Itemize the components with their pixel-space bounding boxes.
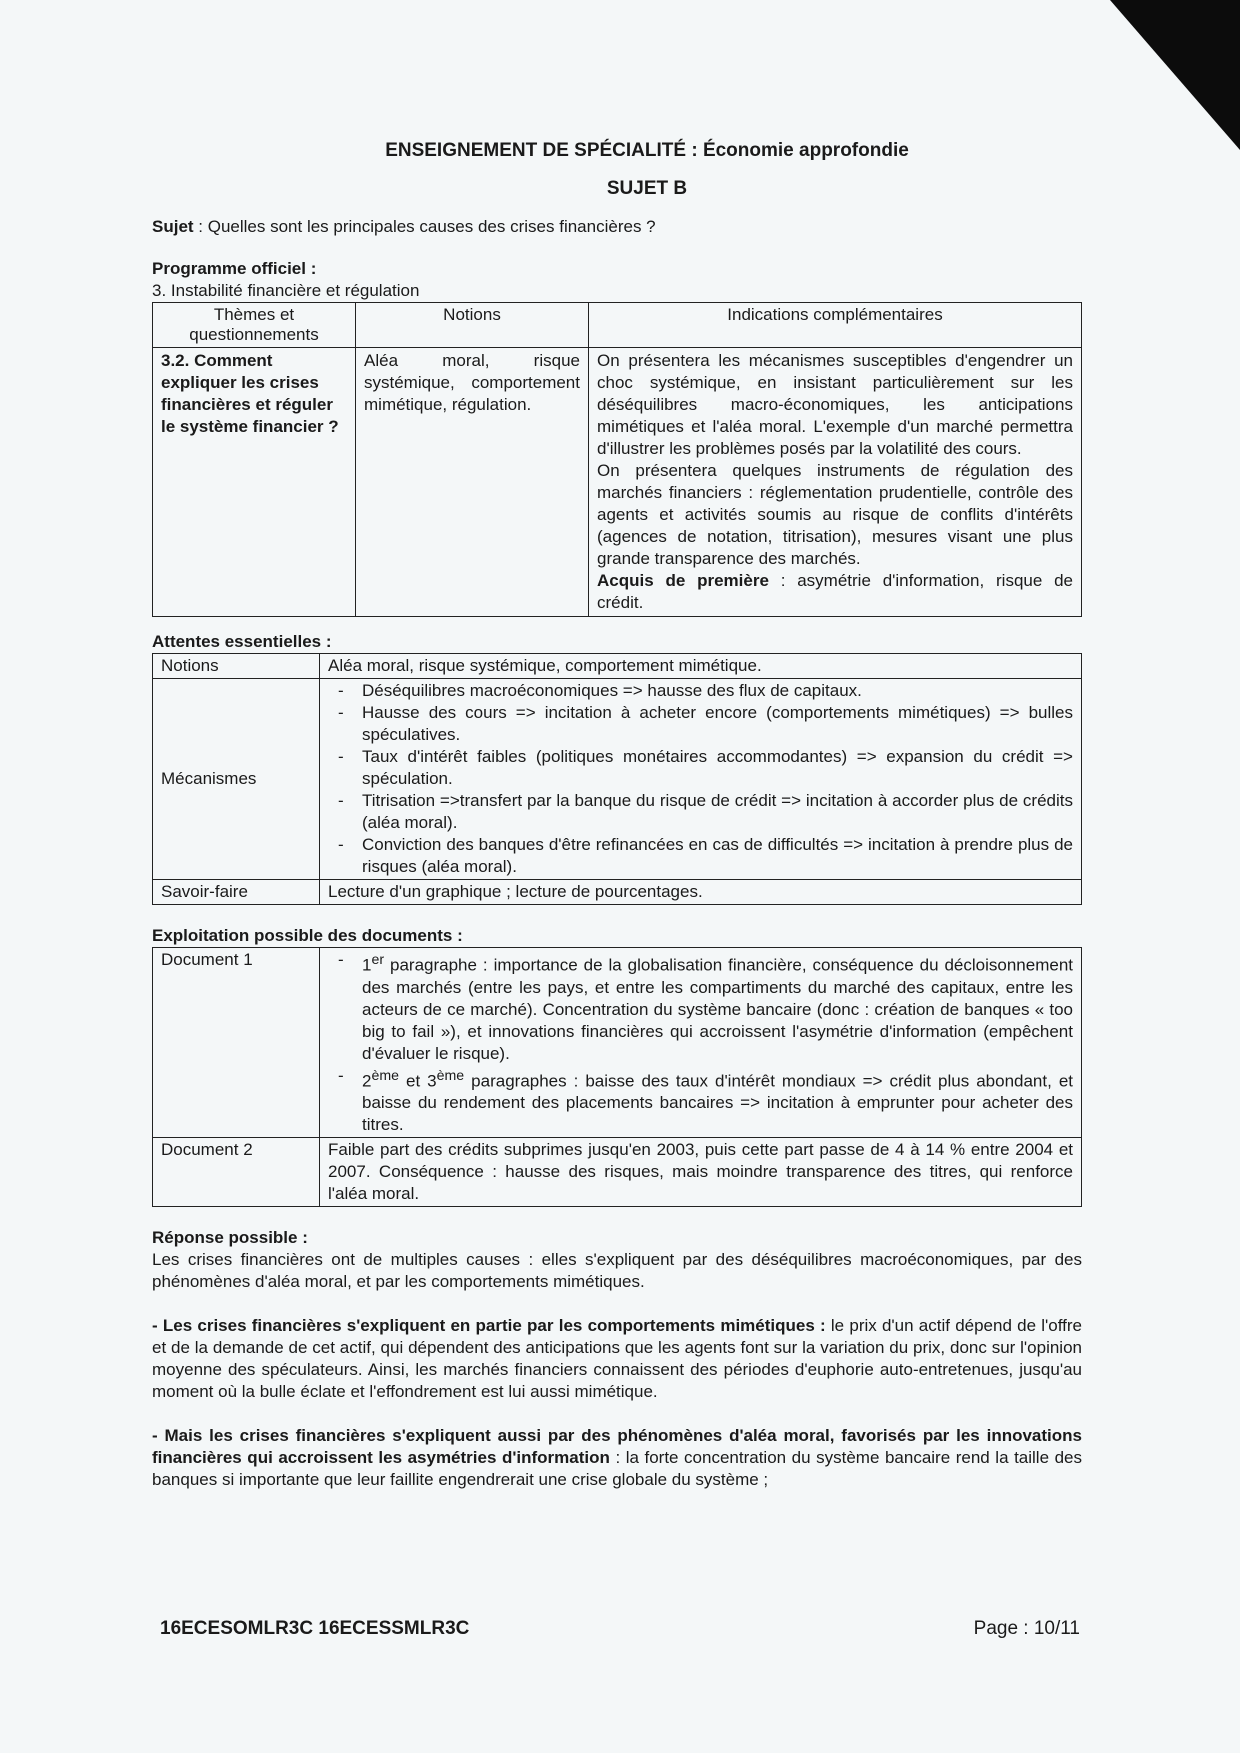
reponse-paragraph-1-text: le prix d'un actif dépend de l'offre et de la demande de cet actif, qui dépendent des anticipations que les agents font sur la variation du prix, donc sur l'opinion moyenne des spéculateurs. Ainsi, les marchés financiers connaissent des périodes d'euphorie auto-entretenues, jusqu'au moment où la bulle éclate et l'effondrement est lui aussi mimétique. bbox=[152, 1316, 1083, 1402]
subject-line bbox=[152, 216, 1082, 238]
attentes-savoir-label: Savoir-faire bbox=[153, 880, 320, 905]
indications-paragraph-1: On présentera les mécanismes susceptibles d'engendrer un choc systémique, en insistant particulièrement sur les déséquilibres macro-économiques, les anticipations mimétiques et l'aléa moral. L'exemple d'un marché permettra d'illustrer les problèmes posés par la volatilité des cours. bbox=[597, 351, 1073, 458]
document-1-row bbox=[153, 948, 1082, 1138]
document-1-list bbox=[328, 949, 1073, 1136]
page-subtitle: SUJET B bbox=[606, 178, 688, 199]
document-2-content: Faible part des crédits subprimes jusqu'en 2003, puis cette part passe de 4 à 14 % entre 2004 et 2007. Conséquence : hausse des risques, mais moindre transparence des titres, qui renforce l'aléa moral. bbox=[320, 1138, 1082, 1207]
attentes-heading: Attentes essentielles : bbox=[152, 632, 332, 651]
page-number: Page : 10/11 bbox=[973, 1618, 1080, 1639]
column-header-notions: Notions bbox=[356, 303, 589, 348]
programme-table bbox=[152, 302, 1082, 617]
page-footer bbox=[160, 1618, 1080, 1640]
programme-row bbox=[153, 348, 1082, 617]
reponse-heading: Réponse possible : bbox=[152, 1228, 308, 1248]
list-item: - Titrisation =>transfert par la banque du risque de crédit => incitation à accorder plus de crédits (aléa moral). bbox=[328, 790, 1073, 834]
reponse-paragraph-2-text: : la forte concentration du système bancaire rend la taille des banques si importante que leur faillite engendrerait une crise globale du système ; bbox=[152, 1448, 1082, 1490]
column-header-themes: Thèmes et questionnements bbox=[153, 303, 356, 348]
reponse-intro: Les crises financières ont de multiples causes : elles s'expliquent par des déséquilibres macroéconomiques, par des phénomènes d'aléa moral, et par les comportements mimétiques. bbox=[152, 1250, 1082, 1292]
list-item bbox=[328, 1065, 1073, 1137]
exploitation-heading: Exploitation possible des documents : bbox=[152, 926, 463, 945]
exam-codes: 16ECESOMLR3C 16ECESSMLR3C bbox=[160, 1618, 470, 1639]
reponse-paragraph-1 bbox=[152, 1315, 1082, 1403]
indications-cell bbox=[589, 348, 1082, 617]
acquis-line bbox=[597, 570, 1073, 614]
attentes-mecanismes-label: Mécanismes bbox=[153, 679, 320, 880]
attentes-mecanismes-list-cell bbox=[320, 679, 1082, 880]
attentes-table bbox=[152, 653, 1082, 905]
document-2-label: Document 2 bbox=[153, 1138, 320, 1207]
attentes-savoir-value: Lecture d'un graphique ; lecture de pourcentages. bbox=[320, 880, 1082, 905]
reponse-section bbox=[152, 1227, 1082, 1491]
ordinal-suffix: ème bbox=[371, 1067, 400, 1084]
reponse-paragraph-1-lead: - Les crises financières s'expliquent en partie par les comportements mimétiques : bbox=[152, 1316, 826, 1336]
document-1-item-1: paragraphe : importance de la globalisation financière, conséquence du décloisonnement des marchés (entre les pays, et entre les compartiments du marché des capitaux, entre les acteurs de ce marché). Concentration du système bancaire (donc : création de banques « too big to fail »), et innovations financières qui accroissent l'asymétrie d'information (empêchent d'évaluer le risque). bbox=[362, 955, 1073, 1063]
list-item: - Hausse des cours => incitation à acheter encore (comportements mimétiques) => bulles spéculatives. bbox=[328, 702, 1073, 746]
acquis-label: Acquis de première bbox=[597, 571, 769, 590]
ordinal: 2 bbox=[362, 1071, 372, 1091]
document-2-row bbox=[153, 1138, 1082, 1207]
notions-cell: Aléa moral, risque systémique, comportement mimétique, régulation. bbox=[356, 348, 589, 617]
theme-cell: 3.2. Comment expliquer les crises financières et réguler le système financier ? bbox=[153, 348, 356, 617]
mecanismes-list bbox=[328, 680, 1073, 878]
list-item: - Déséquilibres macroéconomiques => hausse des flux de capitaux. bbox=[328, 680, 1073, 702]
attentes-notions-row bbox=[153, 654, 1082, 679]
column-header-indications: Indications complémentaires bbox=[589, 303, 1082, 348]
document-body bbox=[152, 140, 1082, 1513]
ordinal-joiner: et 3 bbox=[399, 1071, 437, 1091]
indications-paragraph-2: On présentera quelques instruments de régulation des marchés financiers : réglementation prudentielle, contrôle des agents et activités soumis au risque de conflits d'intérêts (agences de notation, titrisation), mesures visant une plus grande transparence des marchés. bbox=[597, 461, 1073, 568]
page-corner-fold bbox=[1110, 0, 1240, 150]
document-1-item-2: paragraphes : baisse des taux d'intérêt mondiaux => crédit plus abondant, et baisse du rendement des placements bancaires => incitation à emprunter pour acheter des titres. bbox=[362, 1071, 1073, 1135]
reponse-paragraph-2-lead: - Mais les crises financières s'expliquent aussi par des phénomènes d'aléa moral, favorisés par les innovations financières qui accroissent les asymétries d'information bbox=[152, 1426, 1082, 1468]
attentes-notions-value: Aléa moral, risque systémique, comportement mimétique. bbox=[320, 654, 1082, 679]
ordinal-suffix: er bbox=[371, 952, 385, 968]
attentes-notions-label: Notions bbox=[153, 654, 320, 679]
programme-header-row bbox=[153, 303, 1082, 348]
programme-section: 3. Instabilité financière et régulation bbox=[152, 281, 420, 300]
attentes-mecanismes-row bbox=[153, 679, 1082, 880]
subject-text: : Quelles sont les principales causes des crises financières ? bbox=[193, 217, 656, 236]
list-item: - Conviction des banques d'être refinancées en cas de difficultés => incitation à prendre plus de risques (aléa moral). bbox=[328, 834, 1073, 878]
ordinal: 1 bbox=[362, 955, 372, 975]
list-item bbox=[328, 949, 1073, 1065]
ordinal-suffix: ème bbox=[436, 1067, 465, 1084]
programme-heading: Programme officiel : bbox=[152, 259, 317, 278]
page-title: ENSEIGNEMENT DE SPÉCIALITÉ : Économie approfondie bbox=[385, 140, 909, 161]
list-item: - Taux d'intérêt faibles (politiques monétaires accommodantes) => expansion du crédit => spéculation. bbox=[328, 746, 1073, 790]
subject-label: Sujet bbox=[152, 217, 194, 236]
document-1-content bbox=[320, 948, 1082, 1138]
reponse-paragraph-2 bbox=[152, 1425, 1082, 1491]
document-1-label: Document 1 bbox=[153, 948, 320, 1138]
attentes-savoir-row bbox=[153, 880, 1082, 905]
acquis-text: : asymétrie d'information, risque de crédit. bbox=[597, 571, 1073, 612]
exploitation-table bbox=[152, 947, 1082, 1207]
